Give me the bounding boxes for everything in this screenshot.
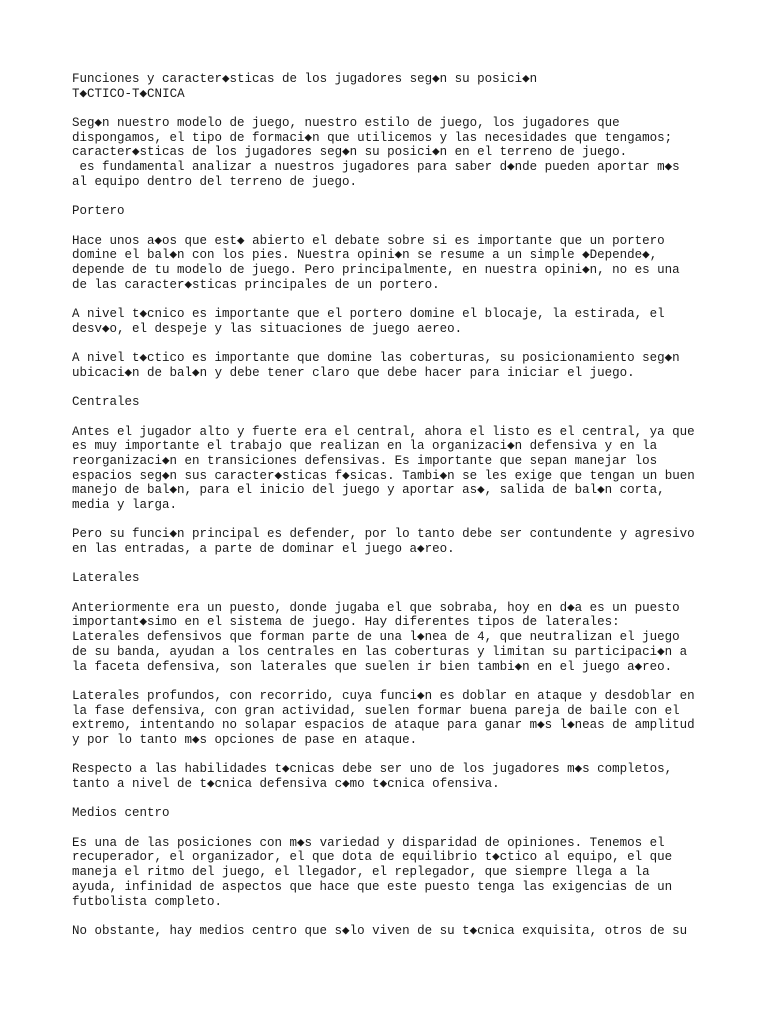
paragraph-gap: [72, 219, 712, 234]
text-line: A nivel t◆cnico es importante que el portero domine el blocaje, la estirada, el: [72, 307, 665, 321]
text-line: espacios seg◆n sus caracter◆sticas f◆sicas. Tambi◆n se les exige que tengan un buen: [72, 468, 695, 483]
text-line: important◆simo en el sistema de juego. Hay diferentes tipos de laterales:: [72, 615, 620, 630]
document-title: [72, 72, 712, 101]
section-heading: [72, 806, 712, 821]
text-line: T◆CTICO-T◆CNICA: [72, 86, 185, 101]
text-line: ubicaci◆n de bal◆n y debe tener claro que debe hacer para iniciar el juego.: [72, 365, 635, 380]
paragraph-gap: [72, 410, 712, 425]
text-line: de las caracter◆sticas principales de un portero.: [72, 277, 440, 292]
paragraph-gap: [72, 190, 712, 205]
text-line: de su banda, ayudan a los centrales en las coberturas y limitan su participaci◆n a: [72, 644, 688, 659]
text-line: depende de tu modelo de juego. Pero principalmente, en nuestra opini◆n, no es una: [72, 262, 680, 277]
text-line: y por lo tanto m◆s opciones de pase en ataque.: [72, 732, 418, 747]
paragraph: [72, 307, 712, 336]
paragraph: [72, 234, 712, 293]
paragraph-gap: [72, 586, 712, 601]
text-line: Hace unos a◆os que est◆ abierto el debate sobre si es importante que un portero: [72, 233, 665, 248]
paragraph: [72, 527, 712, 556]
paragraph: [72, 351, 712, 380]
paragraph: [72, 116, 712, 189]
paragraph-gap: [72, 292, 712, 307]
text-line: es muy importante el trabajo que realizan en la organizaci◆n defensiva y en la: [72, 439, 658, 454]
text-line: futbolista completo.: [72, 894, 223, 909]
paragraph-gap: [72, 748, 712, 763]
text-line: Es una de las posiciones con m◆s variedad y disparidad de opiniones. Tenemos el: [72, 835, 665, 850]
paragraph: [72, 425, 712, 513]
text-line: la fase defensiva, con gran actividad, suelen formar buena pareja de baile con el: [72, 703, 680, 718]
text-line: A nivel t◆ctico es importante que domine las coberturas, su posicionamiento seg◆n: [72, 351, 680, 366]
text-line: Respecto a las habilidades t◆cnicas debe ser uno de los jugadores m◆s completos,: [72, 762, 673, 777]
paragraph: [72, 924, 712, 939]
text-line: Pero su funci◆n principal es defender, por lo tanto debe ser contundente y agresivo: [72, 527, 695, 542]
text-line: reorganizaci◆n en transiciones defensivas. Es importante que sepan manejar los: [72, 453, 658, 468]
text-line: ayuda, infinidad de aspectos que hace que este puesto tenga las exigencias de un: [72, 879, 673, 894]
text-line: Funciones y caracter◆sticas de los jugadores seg◆n su posici◆n: [72, 72, 538, 86]
text-line: la faceta defensiva, son laterales que suelen ir bien tambi◆n en el juego a◆reo.: [72, 659, 673, 674]
paragraph-gap: [72, 101, 712, 116]
text-line: al equipo dentro del terreno de juego.: [72, 174, 358, 189]
paragraph: [72, 689, 712, 748]
section-heading: [72, 204, 712, 219]
text-line: Laterales defensivos que forman parte de una l◆nea de 4, que neutralizan el juego: [72, 630, 680, 645]
paragraph-gap: [72, 792, 712, 807]
text-line: Portero: [72, 204, 125, 219]
paragraph-gap: [72, 909, 712, 924]
text-line: Laterales: [72, 571, 140, 586]
text-line: maneja el ritmo del juego, el llegador, el replegador, que siempre llega a la: [72, 865, 650, 880]
paragraph: [72, 836, 712, 909]
text-line: extremo, intentando no solapar espacios de ataque para ganar m◆s l◆neas de amplitud: [72, 718, 695, 733]
text-line: Antes el jugador alto y fuerte era el central, ahora el listo es el central, ya que: [72, 424, 695, 439]
text-line: dispongamos, el tipo de formaci◆n que utilicemos y las necesidades que tengamos;: [72, 130, 673, 145]
paragraph-gap: [72, 513, 712, 528]
text-line: es fundamental analizar a nuestros jugadores para saber d◆nde pueden aportar m◆s: [72, 160, 680, 175]
text-line: Medios centro: [72, 806, 170, 821]
text-line: desv◆o, el despeje y las situaciones de juego aereo.: [72, 321, 463, 336]
text-line: caracter◆sticas de los jugadores seg◆n su posici◆n en el terreno de juego.: [72, 145, 628, 160]
paragraph: [72, 762, 712, 791]
text-line: Anteriormente era un puesto, donde jugaba el que sobraba, hoy en d◆a es un puesto: [72, 600, 680, 615]
text-line: tanto a nivel de t◆cnica defensiva c◆mo t◆cnica ofensiva.: [72, 777, 500, 791]
paragraph: [72, 601, 712, 674]
text-line: domine el bal◆n con los pies. Nuestra opini◆n se resume a un simple ◆Depende◆,: [72, 248, 658, 263]
text-line: Seg◆n nuestro modelo de juego, nuestro estilo de juego, los jugadores que: [72, 116, 620, 131]
paragraph-gap: [72, 557, 712, 572]
text-line: Laterales profundos, con recorrido, cuya funci◆n es doblar en ataque y desdoblar en: [72, 688, 695, 703]
text-line: recuperador, el organizador, el que dota de equilibrio t◆ctico al equipo, el que: [72, 850, 673, 865]
text-line: media y larga.: [72, 497, 178, 512]
paragraph-gap: [72, 674, 712, 689]
section-heading: [72, 571, 712, 586]
document-page: [72, 72, 712, 939]
text-line: Centrales: [72, 395, 140, 410]
paragraph-gap: [72, 336, 712, 351]
text-line: en las entradas, a parte de dominar el juego a◆reo.: [72, 542, 455, 556]
paragraph-gap: [72, 380, 712, 395]
paragraph-gap: [72, 821, 712, 836]
section-heading: [72, 395, 712, 410]
text-line: manejo de bal◆n, para el inicio del juego y aportar as◆, salida de bal◆n corta,: [72, 483, 665, 498]
text-line: No obstante, hay medios centro que s◆lo viven de su t◆cnica exquisita, otros de su: [72, 923, 688, 938]
